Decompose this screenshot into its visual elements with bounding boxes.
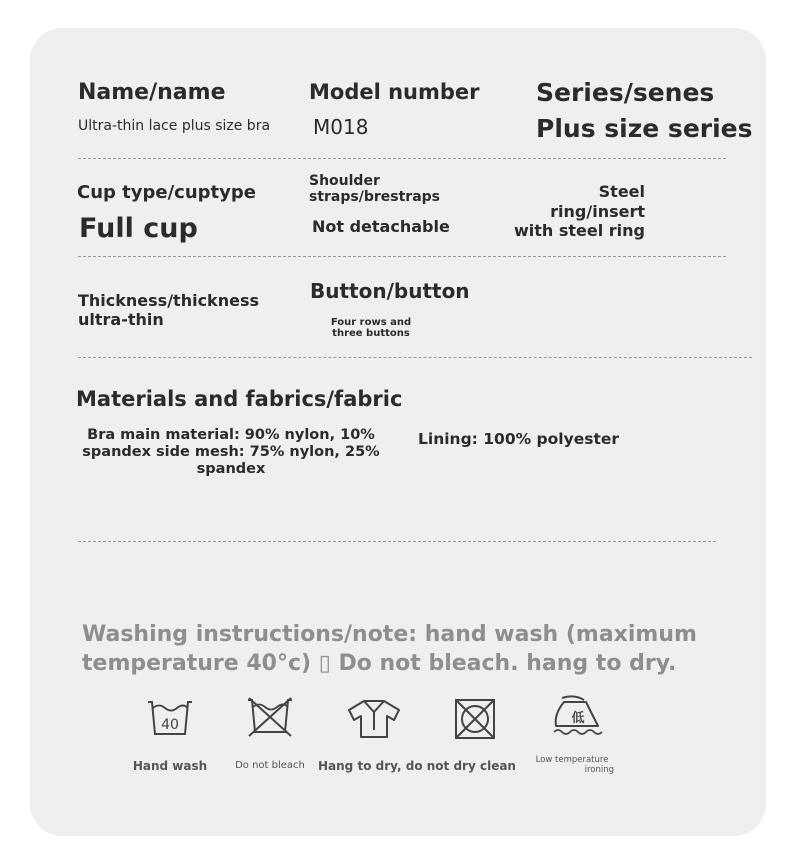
steel-ring-line3: with steel ring: [513, 221, 645, 240]
cup-label: Cup type/cuptype: [77, 182, 256, 203]
no-bleach-caption: Do not bleach: [235, 760, 305, 771]
name-label: Name/name: [78, 80, 226, 105]
hand-wash-temp: 40: [161, 717, 179, 733]
straps-label-line2: straps/brestraps: [309, 189, 440, 205]
washing-note-line2: temperature 40°c) ▯ Do not bleach. hang to dry.: [82, 651, 677, 676]
series-label: Series/senes: [536, 78, 715, 107]
button-value-line1: Four rows and: [330, 317, 412, 328]
main-material-line1: Bra main material: 90% nylon, 10%: [87, 427, 375, 443]
iron-caption-line1: Low temperature: [535, 755, 609, 765]
materials-heading: Materials and fabrics/fabric: [76, 387, 403, 411]
low-temp-iron-icon: [550, 692, 604, 740]
iron-caption: [522, 755, 622, 775]
divider: [78, 357, 752, 358]
washing-note-line1: Washing instructions/note: hand wash (maximum: [82, 622, 697, 647]
hang-dry-caption: Hang to dry, do not dry clean: [318, 759, 516, 773]
divider: [78, 256, 726, 257]
hang-dry-icon: [346, 698, 402, 740]
model-label: Model number: [309, 80, 480, 104]
straps-value: Not detachable: [312, 217, 450, 236]
iron-glyph: 低: [571, 711, 585, 726]
main-material-line3: spandex: [196, 461, 266, 477]
spec-card: [30, 28, 766, 836]
divider: [78, 158, 726, 159]
no-bleach-icon: [245, 696, 295, 738]
iron-caption-line2: ironing: [584, 765, 614, 776]
thickness-label: Thickness/thickness: [78, 291, 259, 310]
hand-wash-icon: [146, 698, 194, 738]
button-value-line2: three buttons: [332, 328, 410, 339]
steel-ring-line2: ring/insert: [550, 202, 645, 221]
no-dry-clean-icon: [453, 697, 497, 741]
model-value: M018: [313, 115, 369, 139]
straps-label-line1: Shoulder: [309, 173, 380, 189]
steel-ring-line1: Steel: [598, 182, 645, 201]
button-label: Button/button: [310, 279, 470, 303]
cup-value: Full cup: [79, 213, 198, 244]
main-material-line2: spandex side mesh: 75% nylon, 25%: [82, 444, 380, 460]
hand-wash-caption: Hand wash: [132, 759, 208, 773]
lining-value: Lining: 100% polyester: [418, 430, 620, 448]
name-value: Ultra-thin lace plus size bra: [78, 118, 271, 134]
divider: [78, 541, 716, 542]
series-value: Plus size series: [536, 114, 753, 143]
thickness-value: ultra-thin: [78, 310, 164, 329]
